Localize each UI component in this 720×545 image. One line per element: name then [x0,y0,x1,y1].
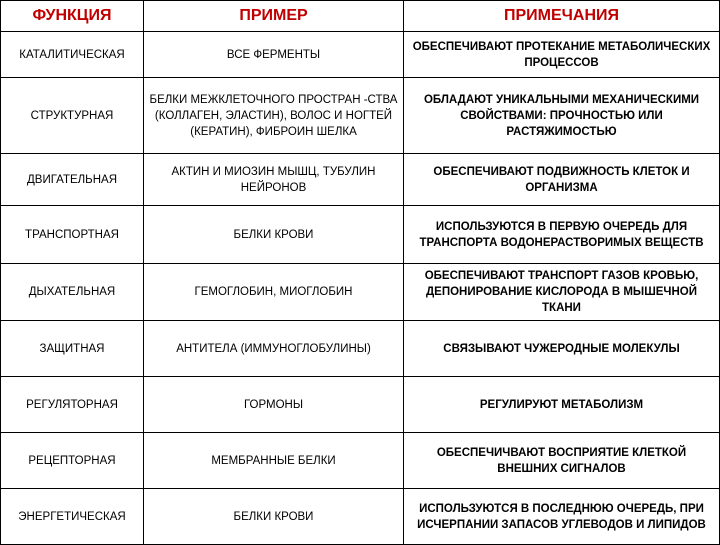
table-row [1,377,720,433]
example-cell: БЕЛКИ МЕЖКЛЕТОЧНОГО ПРОСТРАН -СТВА (КОЛЛАГЕН, ЭЛАСТИН), ВОЛОС И НОГТЕЙ (КЕРАТИН), ФИБРОИН ШЕЛКА [144,78,404,154]
function-cell: ДЫХАТЕЛЬНАЯ [1,264,144,321]
function-cell: СТРУКТУРНАЯ [1,78,144,154]
example-cell: ГОРМОНЫ [144,377,404,433]
note-cell: ОБЕСПЕЧИВАЮТ ПРОТЕКАНИЕ МЕТАБОЛИЧЕСКИХ ПРОЦЕССОВ [404,32,720,78]
function-cell: РЕГУЛЯТОРНАЯ [1,377,144,433]
note-cell: ОБЕСПЕЧИЧВАЮТ ВОСПРИЯТИЕ КЛЕТКОЙ ВНЕШНИХ СИГНАЛОВ [404,433,720,489]
table-row [1,154,720,206]
example-cell: БЕЛКИ КРОВИ [144,489,404,545]
example-cell: ГЕМОГЛОБИН, МИОГЛОБИН [144,264,404,321]
header-function: ФУНКЦИЯ [1,1,144,32]
function-cell: ЗАЩИТНАЯ [1,321,144,377]
header-notes: ПРИМЕЧАНИЯ [404,1,720,32]
example-cell: МЕМБРАННЫЕ БЕЛКИ [144,433,404,489]
function-cell: КАТАЛИТИЧЕСКАЯ [1,32,144,78]
note-cell: ИСПОЛЬЗУЮТСЯ В ПОСЛЕДНЮЮ ОЧЕРЕДЬ, ПРИ ИСЧЕРПАНИИ ЗАПАСОВ УГЛЕВОДОВ И ЛИПИДОВ [404,489,720,545]
note-cell: РЕГУЛИРУЮТ МЕТАБОЛИЗМ [404,377,720,433]
example-cell: АНТИТЕЛА (ИММУНОГЛОБУЛИНЫ) [144,321,404,377]
note-cell: ОБЛАДАЮТ УНИКАЛЬНЫМИ МЕХАНИЧЕСКИМИ СВОЙСТВАМИ: ПРОЧНОСТЬЮ ИЛИ РАСТЯЖИМОСТЬЮ [404,78,720,154]
table-row [1,489,720,545]
table-row [1,78,720,154]
example-cell: ВСЕ ФЕРМЕНТЫ [144,32,404,78]
table-row [1,321,720,377]
table-row [1,433,720,489]
header-row [1,1,720,32]
note-cell: ИСПОЛЬЗУЮТСЯ В ПЕРВУЮ ОЧЕРЕДЬ ДЛЯ ТРАНСПОРТА ВОДОНЕРАСТВОРИМЫХ ВЕЩЕСТВ [404,206,720,264]
note-cell: ОБЕСПЕЧИВАЮТ ПОДВИЖНОСТЬ КЛЕТОК И ОРГАНИЗМА [404,154,720,206]
table-row [1,264,720,321]
function-cell: ЭНЕРГЕТИЧЕСКАЯ [1,489,144,545]
header-example: ПРИМЕР [144,1,404,32]
note-cell: СВЯЗЫВАЮТ ЧУЖЕРОДНЫЕ МОЛЕКУЛЫ [404,321,720,377]
note-cell: ОБЕСПЕЧИВАЮТ ТРАНСПОРТ ГАЗОВ КРОВЬЮ, ДЕПОНИРОВАНИЕ КИСЛОРОДА В МЫШЕЧНОЙ ТКАНИ [404,264,720,321]
function-cell: ТРАНСПОРТНАЯ [1,206,144,264]
example-cell: БЕЛКИ КРОВИ [144,206,404,264]
table-row [1,32,720,78]
function-cell: РЕЦЕПТОРНАЯ [1,433,144,489]
example-cell: АКТИН И МИОЗИН МЫШЦ, ТУБУЛИН НЕЙРОНОВ [144,154,404,206]
function-cell: ДВИГАТЕЛЬНАЯ [1,154,144,206]
table-row [1,206,720,264]
